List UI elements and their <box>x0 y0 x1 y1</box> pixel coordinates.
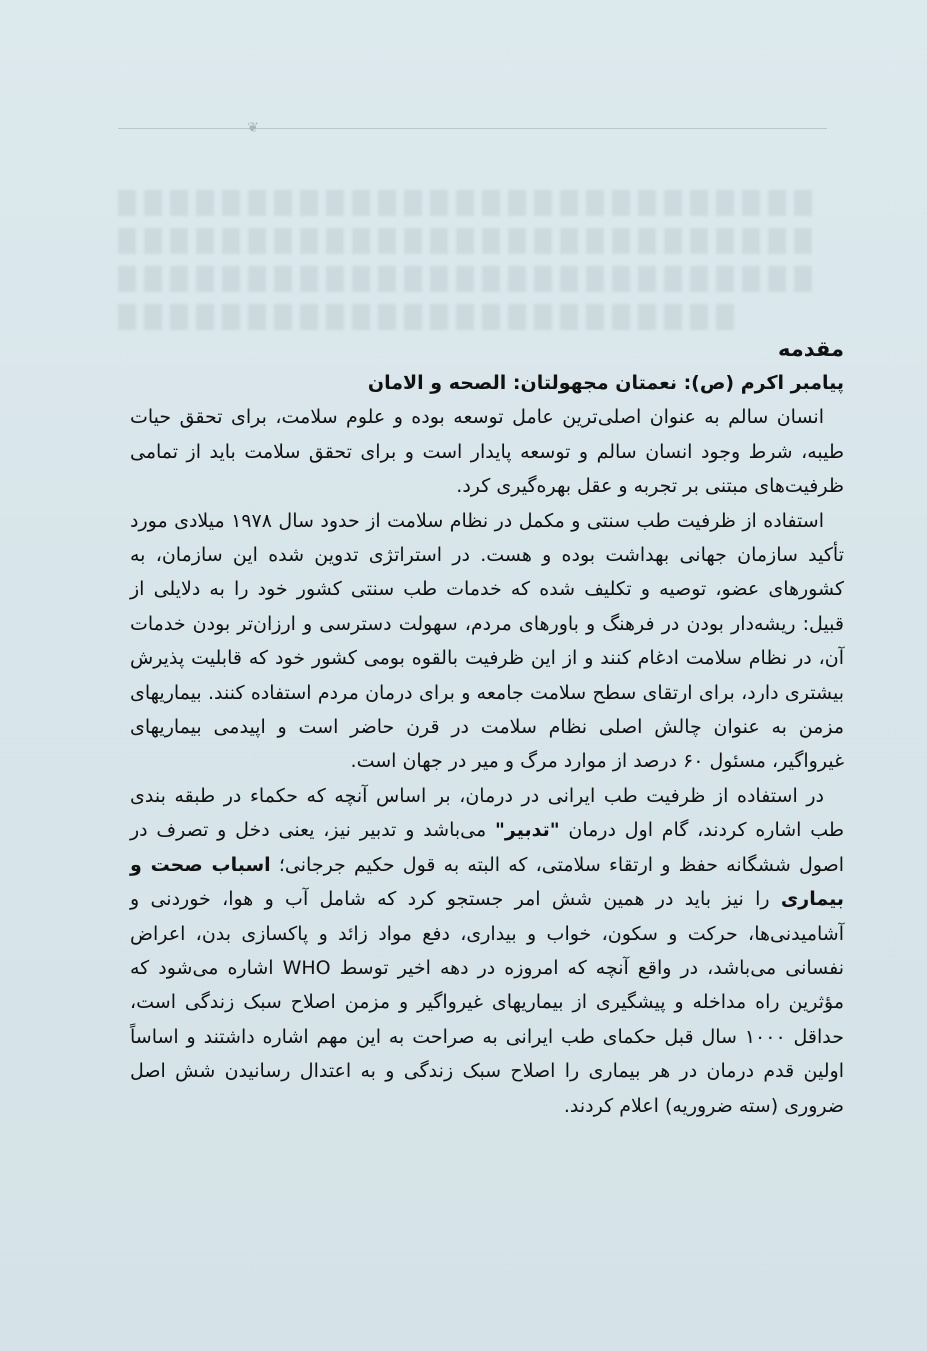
header-ornament-icon: ❦ <box>247 120 259 136</box>
section-heading: مقدمه <box>778 337 844 361</box>
paragraph-3-text-b: می‌باشد و تدبیر نیز، یعنی دخل و تصرف در اصول ششگانه حفظ و ارتقاء سلامتی، که البته به قول حکیم جرجانی؛ <box>130 819 845 876</box>
quote-line: پیامبر اکرم (ص): نعمتان مجهولتان: الصحه و الامان <box>367 372 844 394</box>
paragraph-3 <box>130 779 844 1123</box>
paragraph-3-text-a: در استفاده از ظرفیت طب ایرانی در درمان، بر اساس آنچه که حکماء در طبقه بندی طب اشاره کردند، گام اول درمان <box>130 784 844 842</box>
paragraph-3-text-c: را نیز باید در همین شش امر جستجو کرد که شامل آب و هوا، خوردنی و آشامیدنی‌ها، حرکت و سکون، خواب و بیداری، دفع مواد زائد و پاکسازی بدن، اعراض نفسانی می‌باشد، در واقع آنچه که امروزه در دهه اخیر توسط WHO اشاره می‌شود که مؤثرین راه مداخله و پیشگیری از بیماریهای غیرواگیر و مزمن اصلاح سبک زندگی است، حداقل ۱۰۰۰ سال قبل حکمای طب ایرانی به صراحت به این مهم اشاره داشتند و اساساً اولین قدم درمان در هر بیماری را اصلاح سبک زندگی و به اعتدال رسانیدن شش اصل ضروری (سته ضروریه) اعلام کردند. <box>130 888 844 1117</box>
bleed-through-line <box>118 266 818 292</box>
paragraph-1: انسان سالم به عنوان اصلی‌ترین عامل توسعه بوده و علوم سلامت، برای تحقق حیات طیبه، شرط وجود انسان سالم و توسعه پایدار است و برای تحقق سلامت باید از تمامی ظرفیت‌های مبتنی بر تجربه و عقل بهره‌گیری کرد. <box>130 406 844 498</box>
tadbir-term: "تدبیر" <box>494 819 560 842</box>
bleed-through-line <box>118 228 818 254</box>
causes-health-disease-term: اسباب صحت و بیماری <box>130 853 844 911</box>
bleed-through-line <box>118 304 738 330</box>
header-rule <box>118 128 827 129</box>
paragraph-2: استفاده از ظرفیت طب سنتی و مکمل در نظام سلامت از حدود سال ۱۹۷۸ میلادی مورد تأکید سازمان جهانی بهداشت بوده و هست. در استراتژی تدوین شده این سازمان، به کشورهای عضو، توصیه و تکلیف شده که خدمات طب سنتی کشور خود را به دلایلی از قبیل: ریشه‌دار بودن در فرهنگ و باورهای مردم، سهولت دسترسی و ارزان‌تر بودن خدمات آن، در نظام سلامت ادغام کنند و از این ظرفیت بالقوه بومی کشور خود که قابلیت پذیرش بیشتری دارد، برای ارتقای سطح سلامت جامعه و برای درمان مردم استفاده کنند. بیماریهای مزمن به عنوان چالش اصلی نظام سلامت در قرن حاضر است و اپیدمی بیماریهای غیرواگیر، مسئول ۶۰ درصد از موارد مرگ و میر در جهان است. <box>130 509 844 773</box>
bleed-through-line <box>118 190 818 216</box>
document-body <box>130 332 844 1123</box>
